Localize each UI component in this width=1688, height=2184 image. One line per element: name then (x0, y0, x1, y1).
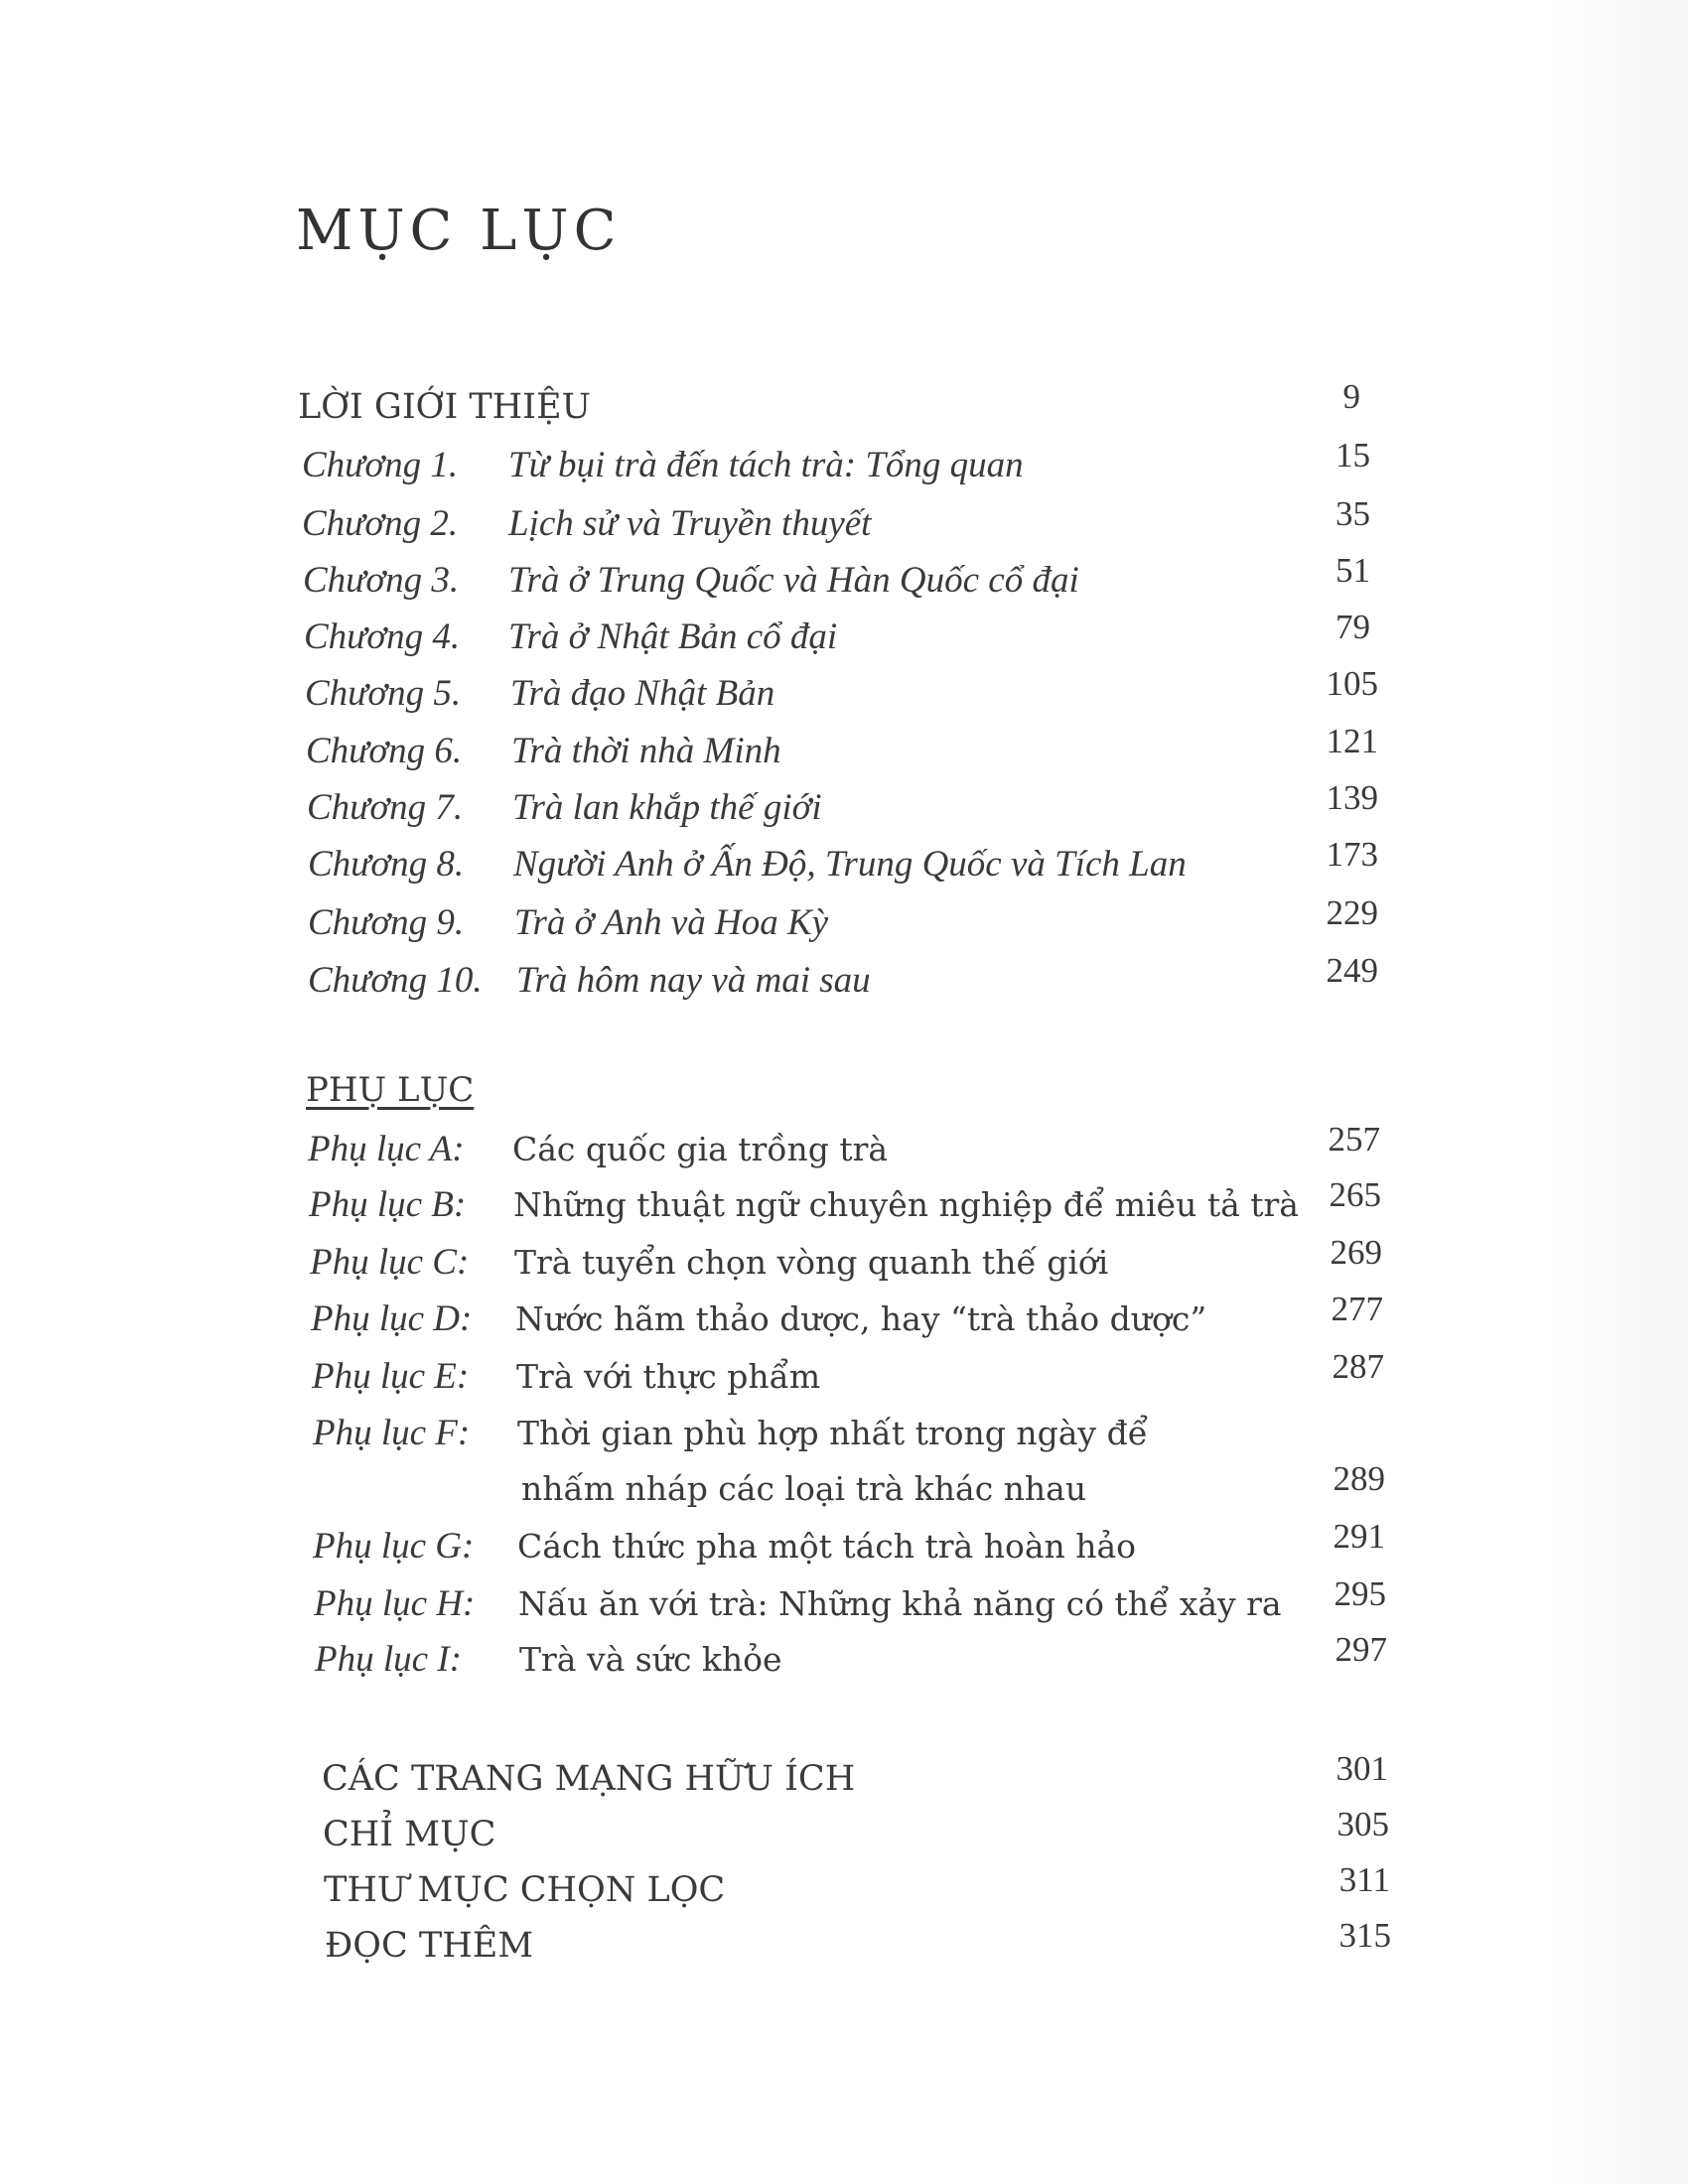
toc-end-section-page: 301 (1336, 1749, 1388, 1788)
toc-chapter-row (0, 608, 1688, 671)
toc-appendix-label: Phụ lục I: (315, 1639, 462, 1680)
toc-chapter-row (0, 436, 1688, 499)
toc-appendix-page: 277 (1331, 1290, 1383, 1328)
toc-chapter-title: Trà thời nhà Minh (511, 731, 781, 771)
toc-chapter-label: Chương 1. (302, 445, 459, 485)
toc-appendix-title: Các quốc gia trồng trà (512, 1130, 889, 1168)
toc-chapter-label: Chương 4. (304, 616, 461, 657)
toc-end-section-label: CÁC TRANG MẠNG HỮU ÍCH (322, 1759, 856, 1799)
toc-appendix-page: 287 (1332, 1347, 1384, 1386)
toc-appendix-row (0, 1347, 1688, 1411)
toc-end-section-label: CHỈ MỤC (323, 1815, 496, 1854)
toc-appendix-row (0, 1517, 1688, 1580)
toc-chapter-page: 105 (1326, 664, 1378, 703)
toc-chapter-page: 229 (1326, 893, 1378, 932)
toc-chapter-title: Lịch sử và Truyền thuyết (508, 503, 872, 544)
toc-chapter-label: Chương 10. (308, 960, 483, 1001)
toc-appendix-row (0, 1120, 1688, 1183)
toc-chapter-label: Chương 8. (308, 844, 465, 885)
toc-chapter-row (0, 835, 1688, 898)
toc-appendix-page: 269 (1330, 1233, 1382, 1272)
toc-appendix-title: Những thuật ngữ chuyên nghiệp để miêu tả trà (513, 1185, 1299, 1224)
toc-end-section-label: THƯ MỤC CHỌN LỌC (324, 1870, 726, 1910)
toc-appendix-title: Nước hãm thảo dược, hay “trà thảo dược” (515, 1299, 1207, 1338)
toc-appendix-title: Trà với thực phẩm (516, 1357, 821, 1396)
toc-chapter-page: 79 (1336, 608, 1370, 646)
toc-chapter-label: Chương 5. (305, 673, 462, 714)
toc-chapter-title: Trà lan khắp thế giới (512, 787, 822, 828)
toc-appendix-label: Phụ lục E: (312, 1356, 470, 1397)
toc-appendix-label: Phụ lục A: (308, 1129, 465, 1169)
toc-appendix-title: Thời gian phù hợp nhất trong ngày để (517, 1414, 1148, 1452)
toc-chapter-page: 139 (1326, 778, 1378, 817)
toc-chapter-row (0, 778, 1688, 842)
toc-appendix-page: 257 (1328, 1120, 1380, 1159)
toc-chapter-row (0, 722, 1688, 785)
toc-chapter-row (0, 664, 1688, 728)
toc-chapter-row (0, 551, 1688, 614)
toc-appendix-label: Phụ lục B: (309, 1184, 467, 1225)
page-title: MỤC LỤC (296, 199, 622, 263)
toc-appendix-title: Cách thức pha một tách trà hoàn hảo (517, 1527, 1137, 1566)
toc-chapter-title: Trà ở Trung Quốc và Hàn Quốc cổ đại (508, 560, 1079, 601)
toc-chapter-title: Người Anh ở Ấn Độ, Trung Quốc và Tích Lan (513, 844, 1187, 885)
toc-appendix-label: Phụ lục F: (313, 1413, 471, 1453)
toc-appendix-label: Phụ lục D: (311, 1298, 473, 1339)
toc-chapter-row (0, 951, 1688, 1015)
toc-appendix-page: 289 (1333, 1459, 1385, 1498)
toc-chapter-title: Trà đạo Nhật Bản (510, 673, 775, 714)
toc-chapter-row (0, 494, 1688, 558)
appendix-heading: PHỤ LỤC (306, 1070, 475, 1110)
toc-appendix-row (0, 1630, 1688, 1694)
toc-end-section-page: 311 (1338, 1860, 1390, 1899)
toc-intro-page: 9 (1342, 377, 1360, 416)
toc-appendix-page: 295 (1334, 1574, 1386, 1613)
toc-end-section-label: ĐỌC THÊM (325, 1926, 534, 1966)
toc-chapter-page: 249 (1326, 951, 1378, 990)
toc-appendix-title: Trà tuyển chọn vòng quanh thế giới (514, 1243, 1109, 1282)
toc-end-section-page: 315 (1338, 1916, 1391, 1955)
toc-appendix-page: 291 (1333, 1517, 1385, 1556)
toc-chapter-label: Chương 3. (303, 560, 460, 601)
toc-chapter-label: Chương 6. (306, 731, 463, 771)
toc-chapter-page: 173 (1326, 835, 1378, 874)
toc-intro-row (0, 377, 1688, 441)
toc-chapter-title: Trà ở Nhật Bản cổ đại (508, 616, 838, 657)
toc-chapter-label: Chương 9. (308, 902, 465, 943)
toc-appendix-label: Phụ lục C: (310, 1242, 470, 1283)
toc-appendix-row (0, 1233, 1688, 1297)
toc-intro-label: LỜI GIỚI THIỆU (298, 387, 592, 427)
toc-chapter-row (0, 893, 1688, 957)
toc-chapter-title: Từ bụi trà đến tách trà: Tổng quan (508, 445, 1024, 485)
toc-appendix-row (0, 1290, 1688, 1353)
toc-appendix-page: 265 (1329, 1175, 1381, 1214)
toc-appendix-title: Trà và sức khỏe (519, 1640, 782, 1679)
toc-chapter-page: 51 (1336, 551, 1370, 590)
toc-appendix-row (0, 1574, 1688, 1638)
toc-appendix-row (0, 1175, 1688, 1239)
toc-chapter-label: Chương 7. (307, 787, 464, 828)
toc-chapter-page: 35 (1336, 494, 1370, 533)
toc-appendix-title-continued: nhấm nháp các loại trà khác nhau (521, 1469, 1087, 1508)
toc-end-section-row (0, 1805, 1688, 1868)
toc-chapter-label: Chương 2. (302, 503, 459, 544)
toc-end-section-row (0, 1860, 1688, 1924)
toc-appendix-row (0, 1412, 1688, 1508)
toc-chapter-title: Trà hôm nay và mai sau (516, 960, 871, 1001)
toc-end-section-page: 305 (1336, 1805, 1389, 1843)
toc-chapter-page: 15 (1336, 436, 1370, 475)
toc-chapter-title: Trà ở Anh và Hoa Kỳ (514, 902, 829, 943)
toc-end-section-row (0, 1749, 1688, 1813)
toc-appendix-page: 297 (1335, 1630, 1387, 1669)
toc-end-section-row (0, 1916, 1688, 1979)
toc-appendix-label: Phụ lục G: (313, 1526, 475, 1567)
toc-appendix-title: Nấu ăn với trà: Những khả năng có thể xảy ra (518, 1584, 1282, 1623)
toc-chapter-page: 121 (1326, 722, 1378, 760)
toc-appendix-label: Phụ lục H: (314, 1583, 476, 1624)
